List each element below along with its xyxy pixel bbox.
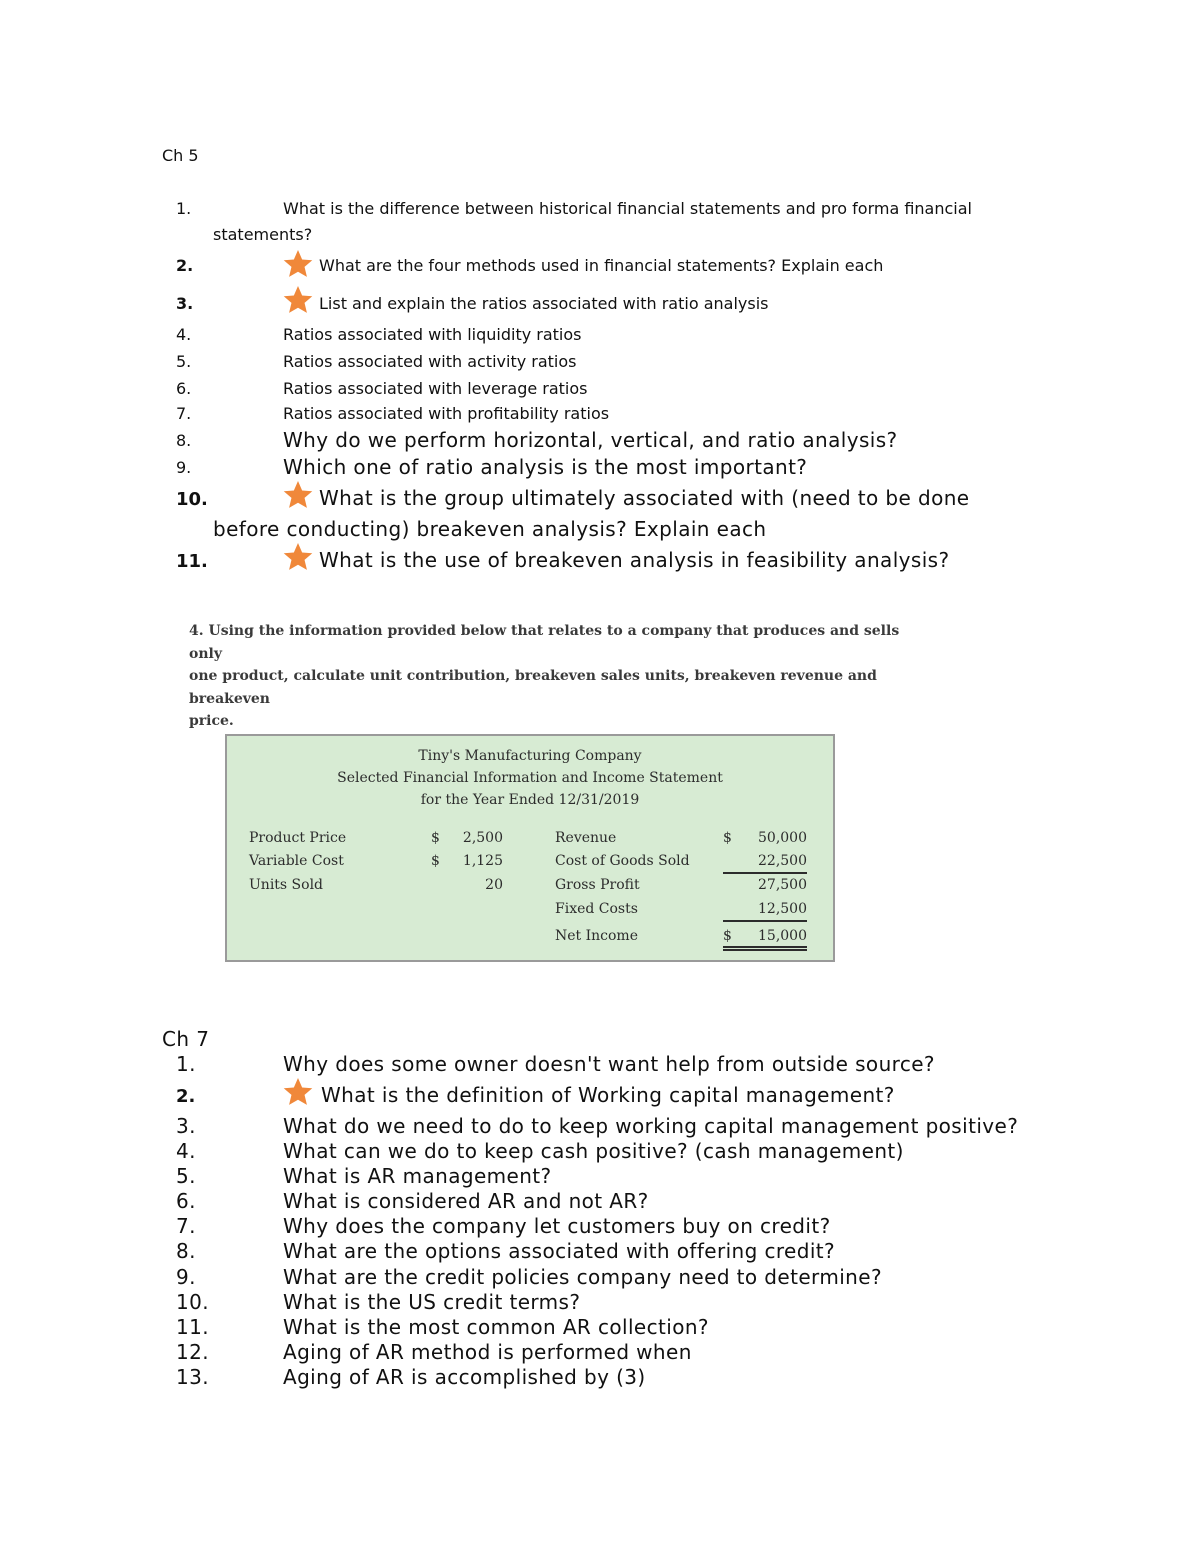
- ch5-heading: Ch 5: [162, 146, 199, 165]
- fixed-costs-label: Fixed Costs: [555, 901, 638, 917]
- variable-cost-currency: $: [431, 853, 440, 869]
- star-icon: [282, 541, 314, 573]
- net-income-double-underline-1: [723, 946, 807, 948]
- product-price-currency: $: [431, 830, 440, 846]
- net-income-currency: $: [723, 928, 732, 944]
- list-item-continuation: before conducting) breakeven analysis? Explain each: [213, 517, 767, 541]
- net-income-label: Net Income: [555, 928, 638, 944]
- product-price-value: 2,500: [462, 830, 503, 846]
- fixed-costs-value: 12,500: [758, 901, 807, 917]
- product-price-label: Product Price: [249, 830, 347, 846]
- units-sold-label: Units Sold: [249, 877, 324, 893]
- revenue-value: 50,000: [758, 830, 807, 846]
- revenue-currency: $: [723, 830, 732, 846]
- list-item-continuation: statements?: [213, 225, 313, 244]
- variable-cost-value: 1,125: [462, 853, 503, 869]
- table-title-statement: Selected Financial Information and Income Statement: [337, 770, 723, 786]
- fixed-costs-underline: [723, 920, 807, 922]
- cogs-label: Cost of Goods Sold: [555, 853, 690, 869]
- problem-text: 4. Using the information provided below that relates to a company that produces and sells only one product, calculate unit contribution, breakeven sales units, breakeven revenue and breakeven price.: [189, 623, 900, 729]
- star-icon: [282, 284, 314, 316]
- variable-cost-label: Variable Cost: [249, 853, 344, 869]
- gross-profit-value: 27,500: [758, 877, 807, 893]
- star-icon: [282, 1076, 314, 1108]
- table-title-period: for the Year Ended 12/31/2019: [420, 792, 640, 808]
- ch7-heading: Ch 7: [162, 1027, 210, 1051]
- table-title-company: Tiny's Manufacturing Company: [418, 748, 642, 764]
- revenue-label: Revenue: [555, 830, 617, 846]
- net-income-value: 15,000: [758, 928, 807, 944]
- cogs-underline: [723, 872, 807, 874]
- cogs-value: 22,500: [758, 853, 807, 869]
- financial-info-table: [225, 734, 835, 962]
- units-sold-value: 20: [485, 877, 503, 893]
- gross-profit-label: Gross Profit: [555, 877, 640, 893]
- star-icon: [282, 479, 314, 511]
- net-income-double-underline-2: [723, 949, 807, 951]
- star-icon: [282, 248, 314, 280]
